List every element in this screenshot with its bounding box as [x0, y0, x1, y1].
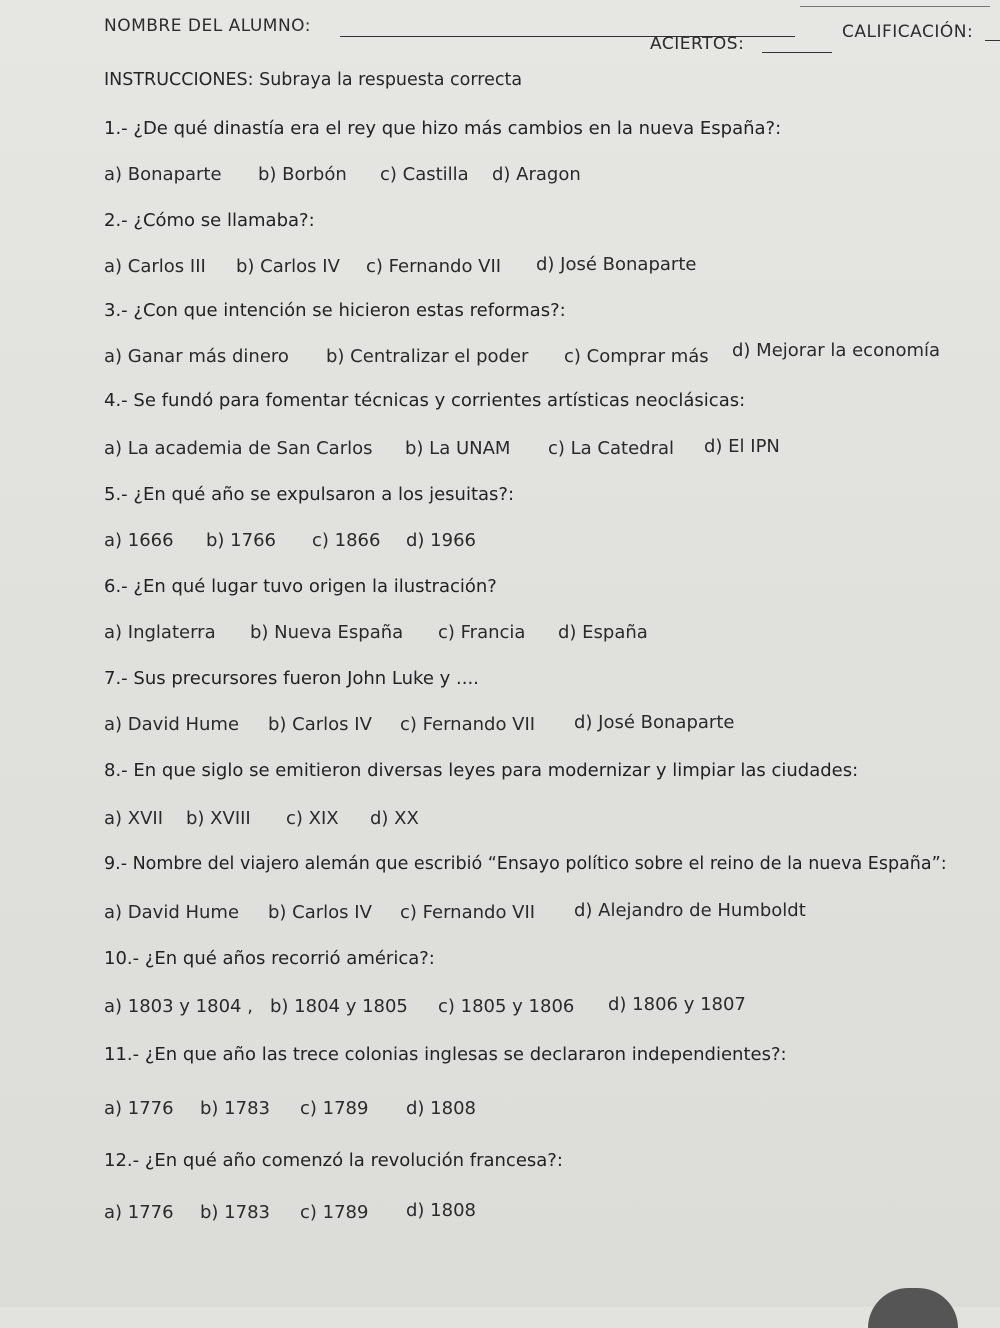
option-1a[interactable]: a) Bonaparte	[104, 164, 222, 185]
option-7a[interactable]: a) David Hume	[104, 714, 240, 735]
option-8d[interactable]: d) XX	[370, 808, 419, 829]
option-9c[interactable]: c) Fernando VII	[400, 902, 536, 923]
option-1d[interactable]: d) Aragon	[492, 164, 581, 185]
option-3a[interactable]: a) Ganar más dinero	[104, 346, 289, 367]
option-11a[interactable]: a) 1776	[104, 1098, 174, 1119]
option-8b[interactable]: b) XVIII	[186, 808, 251, 829]
question-6: 6.- ¿En qué lugar tuvo origen la ilustración?	[104, 576, 497, 597]
question-9: 9.- Nombre del viajero alemán que escribió “Ensayo político sobre el reino de la nueva España”:	[104, 854, 947, 874]
option-3c[interactable]: c) Comprar más	[564, 346, 709, 367]
option-6d[interactable]: d) España	[558, 622, 648, 643]
option-4c[interactable]: c) La Catedral	[548, 438, 675, 459]
option-12b[interactable]: b) 1783	[200, 1202, 270, 1223]
student-name-label: NOMBRE DEL ALUMNO:	[104, 16, 311, 36]
question-7: 7.- Sus precursores fueron John Luke y ....	[104, 668, 479, 689]
dark-object-edge	[868, 1288, 958, 1328]
option-2a[interactable]: a) Carlos III	[104, 256, 206, 277]
option-6a[interactable]: a) Inglaterra	[104, 622, 216, 643]
grade-label: CALIFICACIÓN:	[842, 22, 974, 42]
question-3: 3.- ¿Con que intención se hicieron estas reformas?:	[104, 300, 566, 321]
option-7c[interactable]: c) Fernando VII	[400, 714, 536, 735]
option-6b[interactable]: b) Nueva España	[250, 622, 404, 643]
question-5: 5.- ¿En qué año se expulsaron a los jesuitas?:	[104, 484, 515, 505]
option-12d[interactable]: d) 1808	[406, 1200, 476, 1221]
instructions: INSTRUCCIONES: Subraya la respuesta correcta	[104, 70, 523, 90]
option-8c[interactable]: c) XIX	[286, 808, 339, 829]
option-4a[interactable]: a) La academia de San Carlos	[104, 438, 373, 459]
option-1b[interactable]: b) Borbón	[258, 164, 347, 185]
option-8a[interactable]: a) XVII	[104, 808, 164, 829]
option-1c[interactable]: c) Castilla	[380, 164, 469, 185]
option-6c[interactable]: c) Francia	[438, 622, 526, 643]
option-9b[interactable]: b) Carlos IV	[268, 902, 372, 923]
option-4d[interactable]: d) El IPN	[704, 436, 780, 457]
option-3b[interactable]: b) Centralizar el poder	[326, 346, 529, 367]
question-11: 11.- ¿En que año las trece colonias inglesas se declararon independientes?:	[104, 1044, 787, 1065]
question-12: 12.- ¿En qué año comenzó la revolución francesa?:	[104, 1150, 563, 1171]
question-1: 1.- ¿De qué dinastía era el rey que hizo más cambios en la nueva España?:	[104, 118, 782, 139]
option-11c[interactable]: c) 1789	[300, 1098, 369, 1119]
question-4: 4.- Se fundó para fomentar técnicas y corrientes artísticas neoclásicas:	[104, 390, 746, 411]
hits-label: ACIERTOS:	[650, 34, 745, 54]
option-2d[interactable]: d) José Bonaparte	[536, 254, 697, 275]
option-11b[interactable]: b) 1783	[200, 1098, 270, 1119]
option-10b[interactable]: b) 1804 y 1805	[270, 996, 408, 1017]
option-5a[interactable]: a) 1666	[104, 530, 174, 551]
option-9d[interactable]: d) Alejandro de Humboldt	[574, 900, 806, 921]
option-12a[interactable]: a) 1776	[104, 1202, 174, 1223]
option-5d[interactable]: d) 1966	[406, 530, 476, 551]
option-7d[interactable]: d) José Bonaparte	[574, 712, 735, 733]
question-10: 10.- ¿En qué años recorrió américa?:	[104, 948, 435, 969]
top-right-line	[800, 6, 990, 7]
option-10c[interactable]: c) 1805 y 1806	[438, 996, 575, 1017]
option-3d[interactable]: d) Mejorar la economía	[732, 340, 941, 361]
option-10d[interactable]: d) 1806 y 1807	[608, 994, 746, 1015]
option-2b[interactable]: b) Carlos IV	[236, 256, 340, 277]
option-2c[interactable]: c) Fernando VII	[366, 256, 502, 277]
question-2: 2.- ¿Cómo se llamaba?:	[104, 210, 315, 231]
option-12c[interactable]: c) 1789	[300, 1202, 369, 1223]
question-8: 8.- En que siglo se emitieron diversas leyes para modernizar y limpiar las ciudades:	[104, 760, 859, 781]
option-10a[interactable]: a) 1803 y 1804 ,	[104, 996, 253, 1017]
hits-blank[interactable]	[762, 52, 832, 53]
option-5b[interactable]: b) 1766	[206, 530, 276, 551]
option-4b[interactable]: b) La UNAM	[405, 438, 511, 459]
grade-blank[interactable]	[985, 40, 1000, 41]
option-9a[interactable]: a) David Hume	[104, 902, 240, 923]
option-11d[interactable]: d) 1808	[406, 1098, 476, 1119]
option-5c[interactable]: c) 1866	[312, 530, 381, 551]
option-7b[interactable]: b) Carlos IV	[268, 714, 372, 735]
